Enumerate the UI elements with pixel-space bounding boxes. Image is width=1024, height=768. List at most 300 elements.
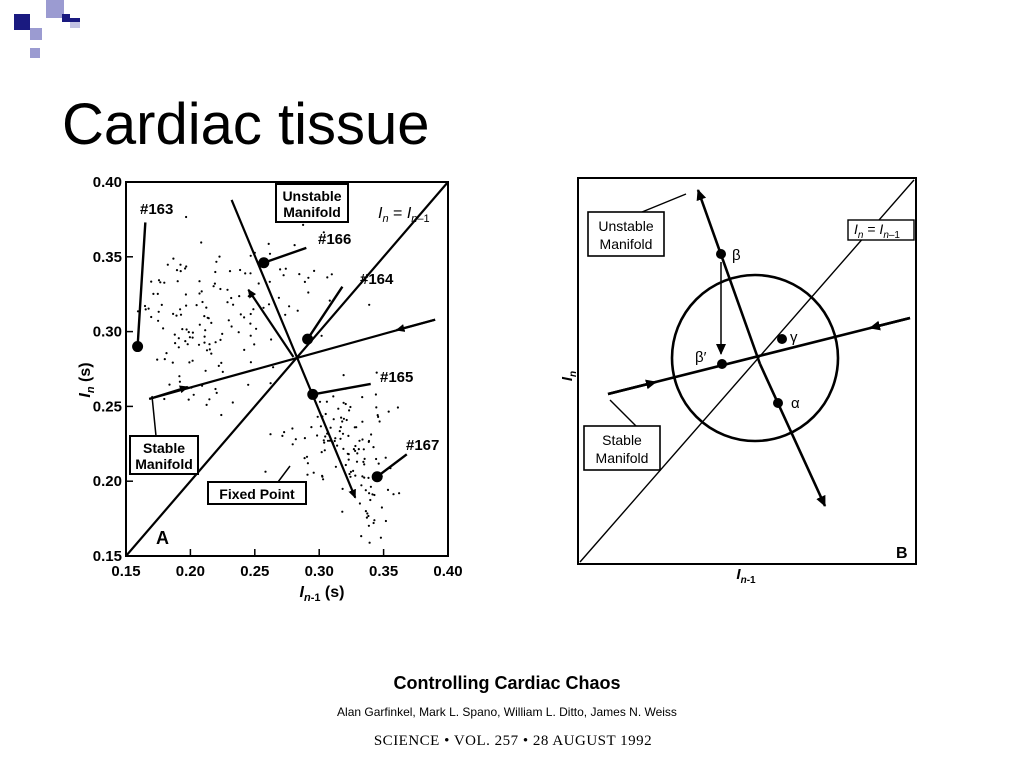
a-scatter-point xyxy=(238,295,240,297)
a-scatter-point xyxy=(222,371,224,373)
a-y-tick-label: 0.40 xyxy=(92,174,122,191)
slide-title: Cardiac tissue xyxy=(62,92,430,157)
a-scatter-point xyxy=(203,342,205,344)
a-callout-line xyxy=(138,222,146,346)
a-x-tick-label: 0.30 xyxy=(304,563,334,580)
a-scatter-point xyxy=(306,456,308,458)
a-scatter-point xyxy=(377,416,379,418)
a-scatter-point xyxy=(152,293,154,295)
a-scatter-point xyxy=(316,434,318,436)
a-scatter-point xyxy=(307,462,309,464)
a-scatter-point xyxy=(375,406,377,408)
a-scatter-point xyxy=(284,314,286,316)
b-unstable-label-text: Manifold xyxy=(599,236,653,252)
a-scatter-point xyxy=(320,425,322,427)
a-scatter-point xyxy=(205,307,207,309)
a-scatter-point xyxy=(337,408,339,410)
a-panel-label: A xyxy=(156,528,169,548)
a-scatter-point xyxy=(307,277,309,279)
a-scatter-point xyxy=(378,463,380,465)
a-scatter-point xyxy=(179,381,181,383)
a-scatter-point xyxy=(323,439,325,441)
a-scatter-point xyxy=(353,448,355,450)
a-scatter-point xyxy=(240,313,242,315)
a-scatter-point xyxy=(189,336,191,338)
a-scatter-point xyxy=(229,270,231,272)
a-scatter-point xyxy=(370,486,372,488)
b-point-label: γ xyxy=(790,329,798,346)
a-scatter-point xyxy=(397,406,399,408)
a-highlight-point xyxy=(372,471,383,482)
a-scatter-point xyxy=(159,281,161,283)
a-scatter-point xyxy=(218,365,220,367)
a-fixedpoint-label-text: Fixed Point xyxy=(219,486,295,502)
a-scatter-point xyxy=(174,334,176,336)
a-scatter-point xyxy=(354,426,356,428)
a-fixedpoint-leader xyxy=(278,466,290,482)
a-scatter-point xyxy=(321,335,323,337)
figure-b-diagram xyxy=(552,168,928,598)
a-scatter-point xyxy=(362,461,364,463)
a-scatter-point xyxy=(214,283,216,285)
a-scatter-point xyxy=(230,297,232,299)
a-scatter-point xyxy=(185,216,187,218)
a-scatter-point xyxy=(313,270,315,272)
a-scatter-point xyxy=(178,375,180,377)
a-scatter-point xyxy=(203,315,205,317)
a-scatter-point xyxy=(150,281,152,283)
a-scatter-point xyxy=(192,360,194,362)
a-scatter-point xyxy=(270,382,272,384)
a-scatter-point xyxy=(295,438,297,440)
a-scatter-point xyxy=(252,308,254,310)
a-scatter-point xyxy=(356,452,358,454)
a-highlight-point xyxy=(307,389,318,400)
a-scatter-point xyxy=(209,348,211,350)
a-scatter-point xyxy=(324,435,326,437)
a-highlight-label: #163 xyxy=(140,201,174,218)
b-unstable-label-text: Unstable xyxy=(598,218,654,234)
a-scatter-point xyxy=(304,437,306,439)
a-unstable-arrow-up xyxy=(248,290,293,357)
a-scatter-point xyxy=(358,440,360,442)
b-unstable-manifold-up xyxy=(698,190,760,364)
a-scatter-point xyxy=(354,475,356,477)
a-scatter-point xyxy=(304,281,306,283)
a-scatter-point xyxy=(185,293,187,295)
a-scatter-point xyxy=(352,470,354,472)
a-scatter-point xyxy=(167,264,169,266)
a-scatter-point xyxy=(373,522,375,524)
b-point-label: α xyxy=(791,395,800,412)
a-scatter-point xyxy=(298,273,300,275)
a-highlight-label: #165 xyxy=(380,369,414,386)
a-unstable-label-text: Manifold xyxy=(283,204,341,220)
a-scatter-point xyxy=(232,401,234,403)
a-scatter-point xyxy=(216,392,218,394)
a-scatter-point xyxy=(348,473,350,475)
a-callout-line xyxy=(377,454,407,476)
a-scatter-point xyxy=(385,457,387,459)
a-highlight-point xyxy=(258,257,269,268)
title-decoration xyxy=(0,0,80,64)
a-scatter-point xyxy=(387,489,389,491)
a-scatter-point xyxy=(249,323,251,325)
a-scatter-point xyxy=(392,493,394,495)
a-scatter-point xyxy=(220,362,222,364)
a-scatter-point xyxy=(269,281,271,283)
a-scatter-point xyxy=(219,288,221,290)
a-scatter-point xyxy=(193,394,195,396)
a-scatter-point xyxy=(250,361,252,363)
a-scatter-point xyxy=(348,459,350,461)
a-scatter-point xyxy=(262,307,264,309)
a-highlight-point xyxy=(132,341,143,352)
a-scatter-point xyxy=(157,293,159,295)
a-scatter-point xyxy=(208,398,210,400)
a-scatter-point xyxy=(161,304,163,306)
a-scatter-point xyxy=(215,261,217,263)
b-stable-label-text: Manifold xyxy=(595,450,649,466)
a-scatter-point xyxy=(341,511,343,513)
a-stable-arrow-left xyxy=(149,387,188,399)
a-stable-arrow-right xyxy=(396,320,435,330)
citation-authors: Alan Garfinkel, Mark L. Spano, William L. Ditto, James N. Weiss xyxy=(337,705,677,719)
a-scatter-point xyxy=(368,525,370,527)
a-scatter-point xyxy=(358,448,360,450)
b-unstable-manifold-down xyxy=(760,364,825,506)
a-scatter-point xyxy=(369,499,371,501)
a-scatter-point xyxy=(228,319,230,321)
a-scatter-point xyxy=(321,451,323,453)
a-scatter-point xyxy=(291,427,293,429)
a-x-tick-label: 0.15 xyxy=(111,563,141,580)
a-scatter-point xyxy=(148,308,150,310)
a-scatter-point xyxy=(334,437,336,439)
deco-bar xyxy=(64,18,80,22)
a-scatter-point xyxy=(200,241,202,243)
a-scatter-point xyxy=(365,510,367,512)
a-scatter-point xyxy=(343,418,345,420)
a-scatter-point xyxy=(250,255,252,257)
a-scatter-point xyxy=(379,420,381,422)
a-scatter-point xyxy=(380,537,382,539)
a-scatter-point xyxy=(346,419,348,421)
a-scatter-point xyxy=(345,464,347,466)
a-scatter-point xyxy=(269,253,271,255)
b-panel-label: B xyxy=(896,545,908,562)
a-scatter-point xyxy=(250,313,252,315)
a-scatter-point xyxy=(150,316,152,318)
a-scatter-point xyxy=(199,324,201,326)
a-scatter-point xyxy=(313,472,315,474)
a-scatter-point xyxy=(215,341,217,343)
a-scatter-point xyxy=(331,273,333,275)
deco-bar-2 xyxy=(70,22,80,28)
a-scatter-point xyxy=(325,413,327,415)
a-unstable-label-text: Unstable xyxy=(282,188,342,204)
a-scatter-point xyxy=(145,308,147,310)
deco-square-5 xyxy=(30,48,40,58)
a-scatter-point xyxy=(269,433,271,435)
a-scatter-point xyxy=(306,474,308,476)
a-scatter-point xyxy=(239,269,241,271)
a-scatter-point xyxy=(185,305,187,307)
a-scatter-point xyxy=(268,303,270,305)
a-scatter-point xyxy=(144,305,146,307)
a-scatter-point xyxy=(368,304,370,306)
a-callout-line xyxy=(313,384,371,394)
a-stable-manifold-line xyxy=(149,320,435,399)
a-scatter-point xyxy=(198,344,200,346)
a-scatter-point xyxy=(184,267,186,269)
a-scatter-point xyxy=(343,402,345,404)
a-scatter-point xyxy=(213,285,215,287)
a-scatter-point xyxy=(156,359,158,361)
a-scatter-point xyxy=(162,327,164,329)
a-scatter-point xyxy=(324,449,326,451)
b-axis-y-label: $I_n$ xyxy=(559,370,579,382)
a-x-tick-label: 0.20 xyxy=(175,563,206,580)
a-scatter-point xyxy=(158,311,160,313)
a-scatter-point xyxy=(342,488,344,490)
a-scatter-point xyxy=(340,426,342,428)
a-diagonal-label: $I_n = I_n-1$ xyxy=(378,205,430,225)
a-scatter-point xyxy=(288,305,290,307)
a-scatter-point xyxy=(192,332,194,334)
b-point xyxy=(777,334,787,344)
a-scatter-point xyxy=(360,535,362,537)
a-scatter-point xyxy=(326,276,328,278)
a-scatter-point xyxy=(364,458,366,460)
b-axis-x-label: $I_n-1$ xyxy=(736,566,756,586)
a-x-tick-label: 0.25 xyxy=(240,563,270,580)
a-scatter-point xyxy=(375,458,377,460)
a-highlight-label: #166 xyxy=(318,231,352,248)
b-stable-label-text: Stable xyxy=(602,432,642,448)
a-scatter-point xyxy=(283,274,285,276)
a-scatter-point xyxy=(204,329,206,331)
a-scatter-point xyxy=(163,282,165,284)
a-scatter-point xyxy=(361,396,363,398)
a-scatter-point xyxy=(367,477,369,479)
a-scatter-point xyxy=(310,426,312,428)
a-scatter-point xyxy=(281,435,283,437)
a-scatter-point xyxy=(292,443,294,445)
a-y-tick-label: 0.20 xyxy=(92,473,122,491)
a-scatter-point xyxy=(210,322,212,324)
a-scatter-point xyxy=(243,349,245,351)
a-scatter-point xyxy=(368,441,370,443)
b-stable-arrow-right xyxy=(870,318,910,328)
a-scatter-point xyxy=(208,317,210,319)
a-scatter-point xyxy=(221,333,223,335)
a-scatter-point xyxy=(348,453,350,455)
a-scatter-point xyxy=(232,304,234,306)
a-scatter-point xyxy=(359,502,361,504)
a-x-tick-label: 0.35 xyxy=(368,563,399,580)
a-scatter-point xyxy=(388,411,390,413)
a-scatter-point xyxy=(272,366,274,368)
a-scatter-point xyxy=(198,292,200,294)
a-highlight-label: #167 xyxy=(406,437,440,454)
a-scatter-point xyxy=(321,476,323,478)
a-y-tick-label: 0.35 xyxy=(92,248,122,266)
a-scatter-point xyxy=(371,493,373,495)
a-scatter-point xyxy=(201,290,203,292)
a-scatter-point xyxy=(349,476,351,478)
a-scatter-point xyxy=(342,433,344,435)
a-scatter-point xyxy=(205,370,207,372)
a-scatter-point xyxy=(196,304,198,306)
a-stable-label-leader xyxy=(152,396,156,436)
b-point xyxy=(773,398,783,408)
a-scatter-point xyxy=(369,542,371,544)
a-scatter-point xyxy=(363,448,365,450)
a-scatter-point xyxy=(255,328,257,330)
a-scatter-point xyxy=(345,403,347,405)
a-scatter-point xyxy=(268,243,270,245)
a-scatter-point xyxy=(329,300,331,302)
a-scatter-point xyxy=(375,393,377,395)
b-unstable-label-leader xyxy=(642,194,686,212)
a-scatter-point xyxy=(361,438,363,440)
a-scatter-point xyxy=(304,457,306,459)
a-scatter-point xyxy=(157,320,159,322)
a-scatter-point xyxy=(175,315,177,317)
a-scatter-point xyxy=(279,268,281,270)
a-scatter-point xyxy=(302,224,304,226)
deco-square-3 xyxy=(30,28,42,40)
a-scatter-point xyxy=(188,331,190,333)
a-scatter-point xyxy=(333,418,335,420)
a-scatter-point xyxy=(343,374,345,376)
a-scatter-point xyxy=(349,406,351,408)
a-scatter-point xyxy=(270,338,272,340)
a-scatter-point xyxy=(326,401,328,403)
a-scatter-point xyxy=(247,384,249,386)
a-scatter-point xyxy=(219,339,221,341)
a-scatter-point xyxy=(192,337,194,339)
a-scatter-point xyxy=(350,471,352,473)
a-scatter-point xyxy=(372,446,374,448)
a-axis-y-label: $I_n$ (s) xyxy=(77,362,97,398)
a-scatter-point xyxy=(180,314,182,316)
a-scatter-point xyxy=(208,343,210,345)
figure-a-scatter xyxy=(60,170,480,610)
a-scatter-point xyxy=(366,517,368,519)
a-y-tick-label: 0.25 xyxy=(92,398,122,416)
a-scatter-point xyxy=(248,295,250,297)
a-scatter-point xyxy=(172,362,174,364)
b-diagonal-label: $I_n = I_n-1$ xyxy=(854,221,900,241)
a-scatter-point xyxy=(158,279,160,281)
deco-square-2 xyxy=(46,0,64,18)
a-scatter-point xyxy=(179,264,181,266)
a-scatter-point xyxy=(206,404,208,406)
a-scatter-point xyxy=(335,466,337,468)
b-point xyxy=(716,249,726,259)
a-stable-label-text: Manifold xyxy=(135,456,193,472)
a-scatter-point xyxy=(317,416,319,418)
citation-title: Controlling Cardiac Chaos xyxy=(393,673,621,693)
a-scatter-point xyxy=(294,244,296,246)
a-scatter-point xyxy=(363,477,365,479)
a-y-tick-label: 0.30 xyxy=(92,323,122,341)
a-scatter-point xyxy=(376,372,378,374)
a-scatter-point xyxy=(347,435,349,437)
a-scatter-point xyxy=(244,272,246,274)
a-scatter-point xyxy=(179,308,181,310)
a-axis-x-label: $I_n-1$ (s) xyxy=(299,584,345,604)
b-point-label: β′ xyxy=(695,349,707,366)
a-scatter-point xyxy=(341,420,343,422)
a-scatter-point xyxy=(165,352,167,354)
a-scatter-point xyxy=(365,489,367,491)
a-scatter-point xyxy=(307,291,309,293)
a-scatter-point xyxy=(220,414,222,416)
a-scatter-point xyxy=(368,492,370,494)
a-scatter-point xyxy=(361,475,363,477)
a-scatter-point xyxy=(226,301,228,303)
a-scatter-point xyxy=(218,256,220,258)
b-point-label: β xyxy=(732,247,741,264)
a-scatter-point xyxy=(198,280,200,282)
a-scatter-point xyxy=(214,271,216,273)
a-scatter-point xyxy=(327,440,329,442)
a-scatter-point xyxy=(178,346,180,348)
a-scatter-point xyxy=(249,272,251,274)
a-scatter-point xyxy=(361,421,363,423)
a-scatter-point xyxy=(172,313,174,315)
a-scatter-point xyxy=(297,310,299,312)
a-scatter-point xyxy=(186,328,188,330)
a-scatter-point xyxy=(258,282,260,284)
a-scatter-point xyxy=(201,301,203,303)
a-y-tick-label: 0.15 xyxy=(92,548,122,565)
a-scatter-point xyxy=(178,337,180,339)
a-scatter-point xyxy=(339,438,341,440)
a-highlight-label: #164 xyxy=(360,271,394,288)
a-scatter-point xyxy=(363,463,365,465)
a-scatter-point xyxy=(319,401,321,403)
a-scatter-point xyxy=(163,398,165,400)
a-scatter-point xyxy=(231,325,233,327)
a-scatter-point xyxy=(356,461,358,463)
a-scatter-point xyxy=(332,395,334,397)
a-scatter-point xyxy=(188,361,190,363)
a-scatter-point xyxy=(185,265,187,267)
a-scatter-point xyxy=(177,280,179,282)
a-scatter-point xyxy=(323,442,325,444)
b-stable-label-leader xyxy=(610,400,636,426)
a-x-tick-label: 0.40 xyxy=(433,563,463,580)
a-scatter-point xyxy=(264,471,266,473)
a-scatter-point xyxy=(360,484,362,486)
a-scatter-point xyxy=(180,270,182,272)
a-scatter-point xyxy=(340,417,342,419)
a-stable-label-text: Stable xyxy=(142,440,186,456)
a-scatter-point xyxy=(187,343,189,345)
a-scatter-point xyxy=(283,431,285,433)
a-scatter-point xyxy=(181,328,183,330)
a-scatter-point xyxy=(164,358,166,360)
a-scatter-point xyxy=(172,258,174,260)
a-scatter-point xyxy=(253,343,255,345)
a-scatter-point xyxy=(367,515,369,517)
a-scatter-point xyxy=(322,478,324,480)
a-scatter-point xyxy=(285,268,287,270)
